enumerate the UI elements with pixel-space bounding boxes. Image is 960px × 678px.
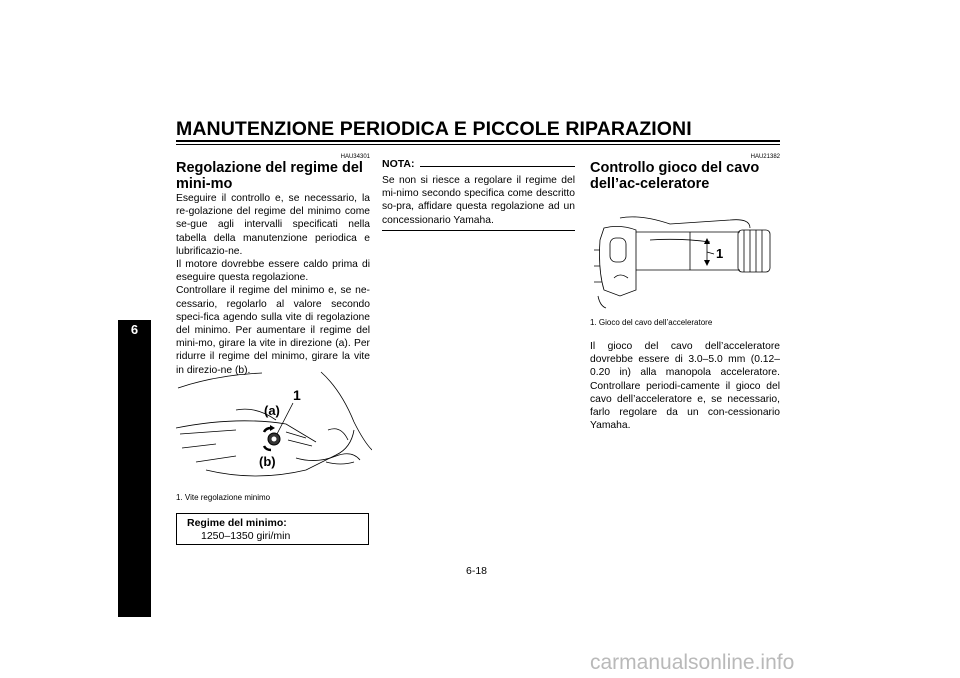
note-text: Se non si riesce a regolare il regime del mi-nimo secondo specifica come descritto so-pra, affidare questa regolazione ad un concessionario Yamaha. — [382, 175, 575, 226]
idle-screw-figure — [176, 370, 372, 488]
paragraph: Controllare il regime del minimo e, se ne-cessario, regolarlo al valore secondo speci-fica agendo sulla vite di regolazione del minimo. Per aumentare il regime del mini-mo, girare la vite in direzione (a). Per ridurre il regime del minimo, girare la vite in direzio-ne (b). — [176, 285, 370, 376]
throttle-grip-illustration — [590, 210, 780, 310]
idle-screw-illustration — [176, 370, 372, 488]
page-number: 6-18 — [466, 565, 488, 577]
paragraph: Eseguire il controllo e, se necessario, la re-golazione del regime del minimo come se-gue agli intervalli specificati nella tabella della manutenzione periodica e lubrificazio-ne. — [176, 193, 370, 257]
section-code: HAU21382 — [750, 154, 780, 160]
note-label: NOTA: — [382, 158, 415, 170]
title-rule-thin — [176, 144, 780, 145]
figure-caption: 1. Gioco del cavo dell’acceleratore — [590, 318, 713, 327]
direction-label-b: (b) — [259, 454, 276, 469]
callout-1: 1 — [716, 246, 724, 261]
section-heading-throttle-cable: Controllo gioco del cavo dell’ac-celeratore — [590, 160, 760, 192]
spec-box — [176, 513, 369, 545]
section-code: HAU34301 — [340, 154, 370, 160]
watermark: carmanualsonline.info — [590, 651, 795, 674]
throttle-cable-body: Il gioco del cavo dell’acceleratore dovrebbe essere di 3.0–5.0 mm (0.12–0.20 in) alla manopola acceleratore. Controllare periodi-camente il gioco del cavo dell’acceleratore e, se necessario, farlo regolare da un con-cessionario Yamaha. — [590, 341, 780, 432]
note-rule — [420, 166, 575, 167]
title-rule — [176, 140, 780, 142]
callout-1: 1 — [293, 387, 301, 403]
idle-speed-body — [176, 192, 370, 377]
paragraph: Il motore dovrebbe essere caldo prima di eseguire questa regolazione. — [176, 259, 370, 284]
throttle-grip-figure — [590, 210, 780, 310]
chapter-tab-gap — [118, 142, 151, 320]
section-heading-idle-speed: Regolazione del regime del mini-mo — [176, 160, 363, 192]
figure-caption: 1. Vite regolazione minimo — [176, 493, 271, 502]
chapter-number: 6 — [130, 322, 139, 337]
direction-label-a: (a) — [264, 403, 280, 418]
spec-label: Regime del minimo: — [187, 517, 287, 529]
spec-value: 1250–1350 giri/min — [201, 530, 291, 542]
page-title: MANUTENZIONE PERIODICA E PICCOLE RIPARAZIONI — [176, 118, 692, 140]
note-bottom-rule — [382, 230, 575, 231]
